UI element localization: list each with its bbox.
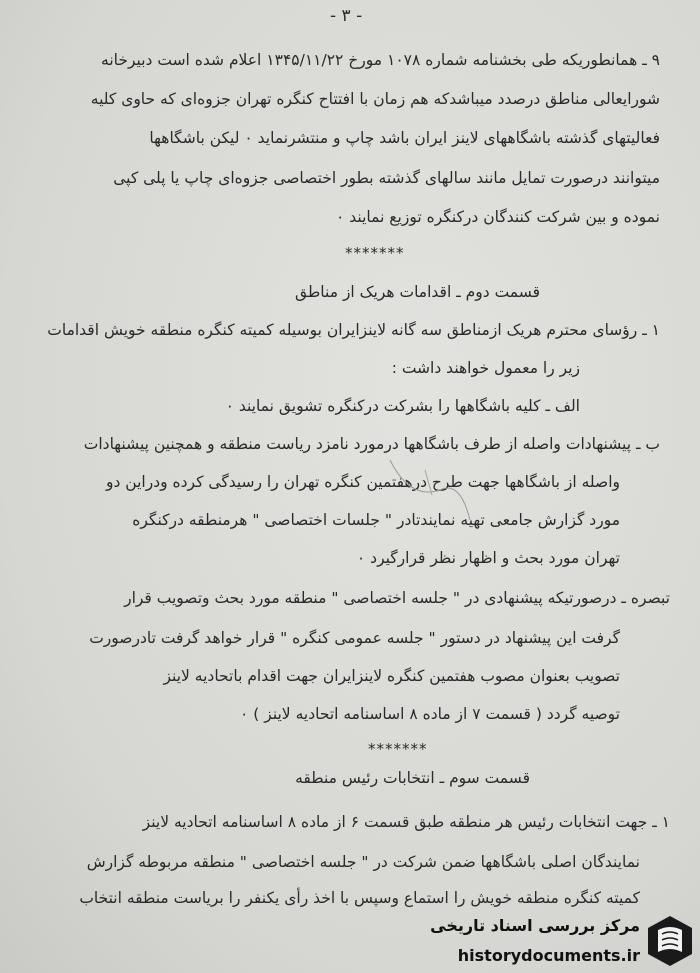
section-heading: قسمت سوم ـ انتخابات رئیس منطقه (295, 769, 530, 787)
page-number: - ۳ - (330, 6, 363, 26)
watermark (415, 910, 700, 973)
watermark-title: مرکز بررسی اسناد تاریخی (430, 916, 640, 935)
text-line: کمیته کنگره منطقه خویش را استماع وسپس با اخذ رأی یکنفر را بریاست منطقه انتخاب (79, 889, 640, 907)
text-line: الف ـ کلیه باشگاهها را بشرکت درکنگره تشویق نمایند ٠ (225, 397, 580, 415)
text-line: گرفت این پیشنهاد در دستور " جلسه عمومی کنگره " قرار خواهد گرفت تادرصورت (89, 629, 620, 647)
text-line: فعالیتهای گذشته باشگاههای لاینز ایران باشد چاپ و منتشرنماید ٠ لیکن باشگاهها (149, 129, 660, 147)
text-line: ۹ ـ همانطوریکه طی بخشنامه شماره ۱۰۷۸ مورخ ۱۳۴۵/۱۱/۲۲ اعلام شده است دبیرخانه (101, 51, 660, 69)
text-line: میتوانند درصورت تمایل مانند سالهای گذشته بطور اختصاصی جزوه‌ای چاپ یا پلی کپی (113, 169, 660, 187)
text-line: واصله از باشگاهها جهت طرح درهفتمین کنگره تهران را رسیدگی کرده ودراین دو (105, 473, 620, 491)
text-line: شورایعالی مناطق درصدد میباشدکه هم زمان با افتتاح کنگره تهران جزوه‌ای که حاوی کلیه (90, 90, 660, 108)
text-line: ۱ ـ رؤسای محترم هریک ازمناطق سه گانه لاینزایران بوسیله کمیته کنگره منطقه خویش اقدامات (47, 321, 660, 339)
section-heading: قسمت دوم ـ اقدامات هریک از مناطق (295, 283, 540, 301)
archive-logo-icon (646, 914, 694, 968)
text-line: تبصره ـ درصورتیکه پیشنهادی در " جلسه اختصاصی " منطقه مورد بحث وتصویب قرار (124, 589, 670, 607)
text-line: توصیه گردد ( قسمت ۷ از ماده ۸ اساسنامه اتحادیه لاینز ) ٠ (240, 705, 620, 723)
text-line: نموده و بین شرکت کنندگان درکنگره توزیع نمایند ٠ (336, 208, 660, 226)
separator: ******* (345, 244, 405, 262)
text-line: تهران مورد بحث و اظهار نظر قرارگیرد ٠ (356, 549, 620, 567)
text-line: زیر را معمول خواهند داشت : (391, 359, 580, 377)
separator: ******* (368, 740, 428, 758)
text-line: نمایندگان اصلی باشگاهها ضمن شرکت در " جلسه اختصاصی " منطقه مربوطه گزارش (86, 853, 640, 871)
watermark-url: historydocuments.ir (457, 946, 640, 965)
text-line: تصویب بعنوان مصوب هفتمین کنگره لاینزایران جهت اقدام باتحادیه لاینز (163, 667, 620, 685)
text-line: مورد گزارش جامعی تهیه نمایندتادر " جلسات اختصاصی " هرمنطقه درکنگره (132, 511, 620, 529)
text-line: ب ـ پیشنهادات واصله از طرف باشگاهها درمورد نامزد ریاست منطقه و همچنین پیشنهادات (83, 435, 660, 453)
text-line: ۱ ـ جهت انتخابات رئیس هر منطقه طبق قسمت ۶ از ماده ۸ اساسنامه اتحادیه لاینز (142, 813, 670, 831)
